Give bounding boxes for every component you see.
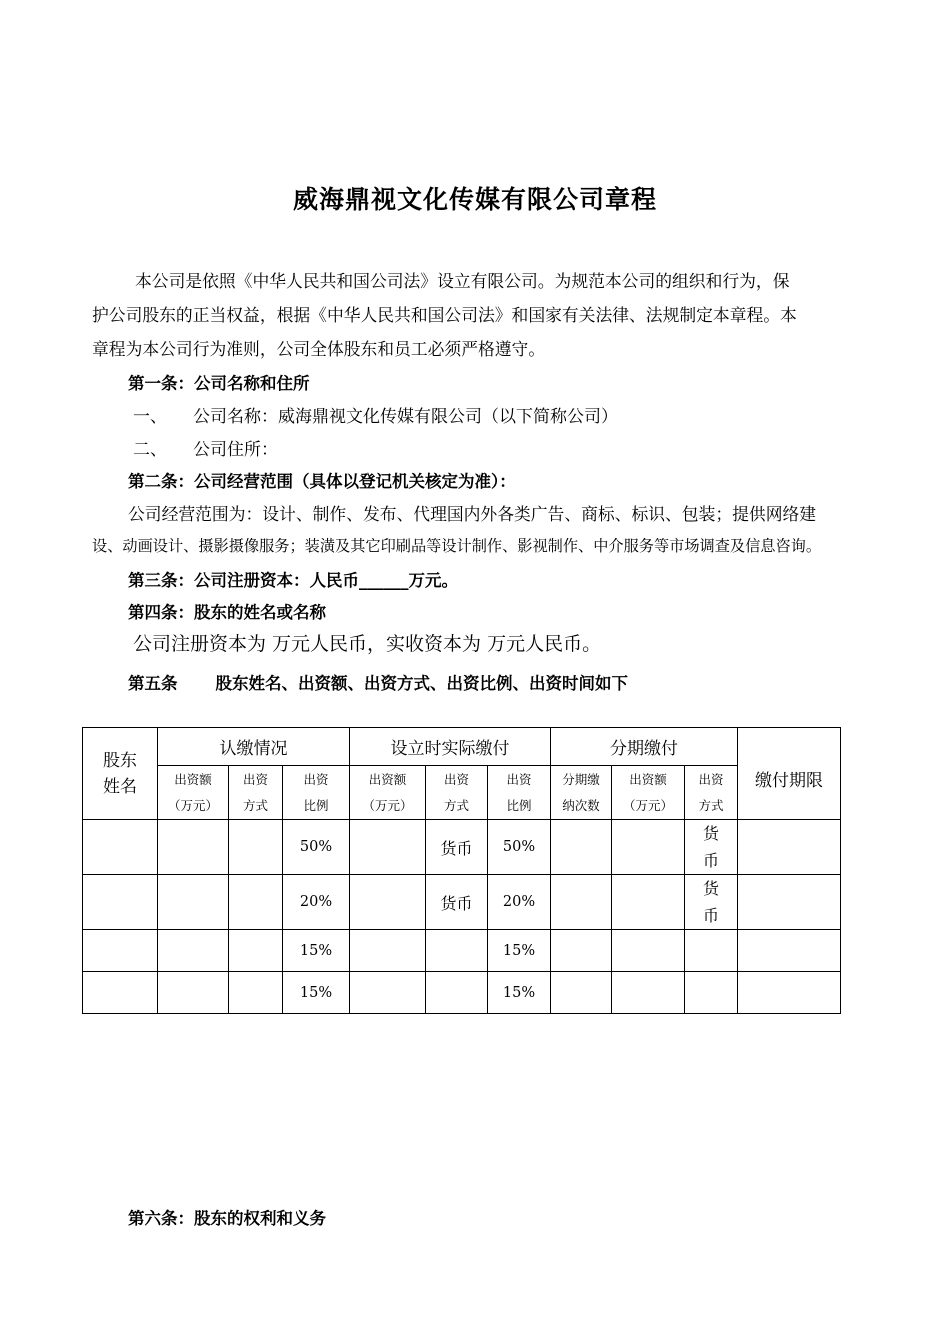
actual-ratio-cell: 15% xyxy=(488,930,551,972)
article-1-heading: 第一条：公司名称和住所 xyxy=(128,374,310,393)
installment-method-cell: 货 币 xyxy=(685,875,738,930)
header-payment-deadline: 缴付期限 xyxy=(738,728,841,820)
subheader-actual-ratio: 出资 比例 xyxy=(488,766,551,820)
article-2-scope-line-1: 公司经营范围为：设计、制作、发布、代理国内外各类广告、商标、标识、包装；提供网络建 xyxy=(128,504,817,524)
actual-ratio-cell: 20% xyxy=(488,875,551,930)
intro-line-3: 章程为本公司行为准则，公司全体股东和员工必须严格遵守。 xyxy=(92,339,546,359)
article-3-heading: 第三条：公司注册资本：人民币______万元。 xyxy=(128,571,458,590)
table-subheader-row xyxy=(83,766,841,820)
header-actual-paid: 设立时实际缴付 xyxy=(350,728,551,766)
header-subscribed: 认缴情况 xyxy=(158,728,350,766)
table-row xyxy=(83,875,841,930)
ratio-cell: 50% xyxy=(283,820,350,875)
article-1-item-2-number: 二、 xyxy=(133,440,167,460)
actual-ratio-cell: 50% xyxy=(488,820,551,875)
subheader-installment-count: 分期缴 纳次数 xyxy=(551,766,612,820)
article-5-text: 股东姓名、出资额、出资方式、出资比例、出资时间如下 xyxy=(215,674,628,693)
table-row xyxy=(83,930,841,972)
subheader-installment-method: 出资 方式 xyxy=(685,766,738,820)
article-1-company-address: 公司住所： xyxy=(193,440,278,460)
table-row xyxy=(83,820,841,875)
subheader-ratio: 出资 比例 xyxy=(283,766,350,820)
header-installment: 分期缴付 xyxy=(551,728,738,766)
article-1-company-name: 公司名称：威海鼎视文化传媒有限公司（以下简称公司） xyxy=(193,407,618,427)
table-row xyxy=(83,972,841,1014)
actual-method-cell: 货币 xyxy=(426,875,488,930)
article-5-heading xyxy=(128,670,628,694)
document-title: 威海鼎视文化传媒有限公司章程 xyxy=(292,185,657,214)
actual-method-cell: 货币 xyxy=(426,820,488,875)
article-6-heading: 第六条：股东的权利和义务 xyxy=(128,1209,326,1228)
article-4-heading: 第四条：股东的姓名或名称 xyxy=(128,603,326,622)
subheader-actual-method: 出资 方式 xyxy=(426,766,488,820)
article-5-label: 第五条 xyxy=(128,674,178,693)
subheader-amount: 出资额 （万元） xyxy=(158,766,229,820)
shareholder-contribution-table xyxy=(82,727,841,1014)
subheader-installment-amount: 出资额 （万元） xyxy=(612,766,685,820)
installment-method-cell: 货 币 xyxy=(685,820,738,875)
intro-line-1: 本公司是依照《中华人民共和国公司法》设立有限公司。为规范本公司的组织和行为，保 xyxy=(135,271,790,291)
article-2-scope-line-2: 设、动画设计、摄影摄像服务；装潢及其它印刷品等设计制作、影视制作、中介服务等市场调查及信息咨询。 xyxy=(92,537,821,555)
actual-ratio-cell: 15% xyxy=(488,972,551,1014)
subheader-actual-amount: 出资额 （万元） xyxy=(350,766,426,820)
ratio-cell: 20% xyxy=(283,875,350,930)
subheader-method: 出资 方式 xyxy=(229,766,283,820)
article-2-heading: 第二条：公司经营范围（具体以登记机关核定为准）： xyxy=(128,472,516,491)
article-1-item-1-number: 一、 xyxy=(133,407,167,427)
table-header-row xyxy=(83,728,841,766)
header-shareholder-name: 股东 姓名 xyxy=(83,728,158,820)
ratio-cell: 15% xyxy=(283,930,350,972)
intro-line-2: 护公司股东的正当权益，根据《中华人民共和国公司法》和国家有关法律、法规制定本章程。本 xyxy=(92,305,797,325)
registered-capital-statement: 公司注册资本为 万元人民币，实收资本为 万元人民币。 xyxy=(133,633,602,655)
ratio-cell: 15% xyxy=(283,972,350,1014)
